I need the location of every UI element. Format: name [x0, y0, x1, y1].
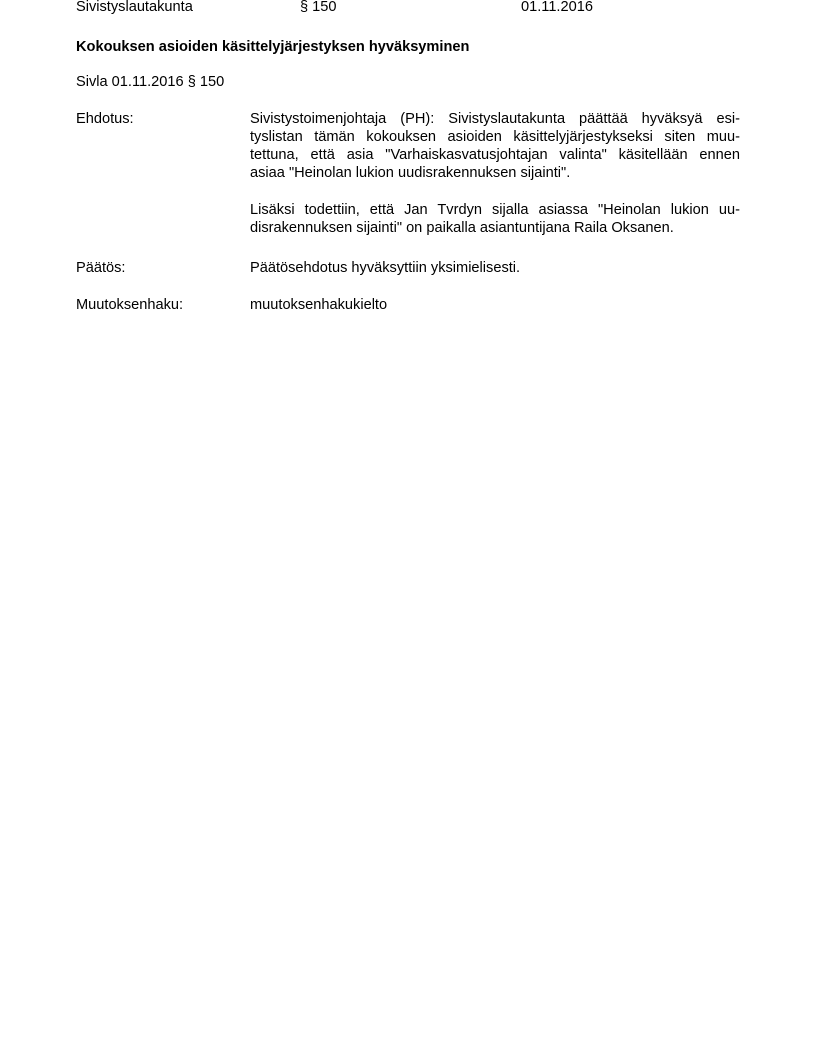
item-title: Kokouksen asioiden käsittelyjärjestyksen hyväksyminen [76, 39, 470, 55]
proposal-paragraph-1 [250, 110, 740, 182]
proposal-line: tyslistan tämän kokouksen asioiden käsittelyjärjestykseksi siten muu- [250, 129, 740, 145]
proposal-body [250, 110, 740, 237]
header-date: 01.11.2016 [521, 0, 593, 15]
decision-text: Päätösehdotus hyväksyttiin yksimielisesti. [250, 260, 521, 276]
appeal-label: Muutoksenhaku: [76, 297, 184, 313]
proposal-line: Lisäksi todettiin, että Jan Tvrdyn sijalla asiassa "Heinolan lukion uu- [250, 202, 740, 218]
decision-label: Päätös: [76, 260, 126, 276]
page-header [76, 0, 756, 17]
proposal-line: tettuna, että asia "Varhaiskasvatusjohtajan valinta" käsitellään ennen [250, 147, 740, 163]
proposal-line: asiaa "Heinolan lukion uudisrakennuksen sijainti". [250, 165, 571, 181]
proposal-line: Sivistystoimenjohtaja (PH): Sivistyslautakunta päättää hyväksyä esi- [250, 111, 740, 127]
proposal-paragraph-2 [250, 201, 740, 237]
header-board-name: Sivistyslautakunta [76, 0, 193, 15]
paragraph-gap [250, 182, 740, 201]
proposal-label: Ehdotus: [76, 111, 134, 127]
proposal-line: disrakennuksen sijainti" on paikalla asiantuntijana Raila Oksanen. [250, 220, 674, 236]
meeting-reference: Sivla 01.11.2016 § 150 [76, 74, 225, 90]
appeal-text: muutoksenhakukielto [250, 297, 388, 313]
header-section-number: § 150 [300, 0, 337, 15]
